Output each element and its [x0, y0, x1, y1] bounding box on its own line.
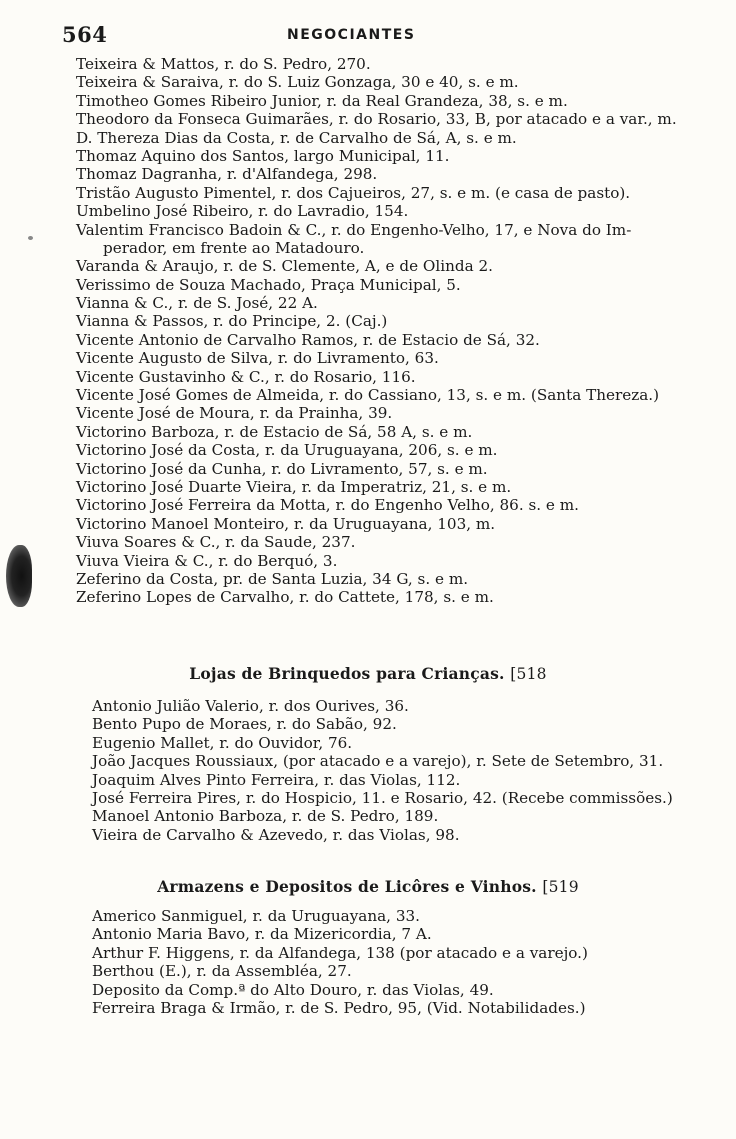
list-item: Victorino José Duarte Vieira, r. da Imperatriz, 21, s. e m. [76, 477, 512, 496]
list-item: Zeferino Lopes de Carvalho, r. do Cattete, 178, s. e m. [76, 588, 494, 607]
list-item: Teixeira & Saraiva, r. do S. Luiz Gonzaga, 30 e 40, s. e m. [76, 73, 519, 92]
list-item: Vicente José Gomes de Almeida, r. do Cassiano, 13, s. e m. (Santa Thereza.) [76, 386, 660, 405]
list-item: Vianna & C., r. de S. José, 22 A. [76, 294, 318, 313]
list-item: Vicente Gustavinho & C., r. do Rosario, 116. [76, 367, 416, 386]
list-item: Deposito da Comp.ª do Alto Douro, r. das Violas, 49. [92, 980, 494, 999]
list-item: Vicente Antonio de Carvalho Ramos, r. de Estacio de Sá, 32. [76, 330, 540, 349]
list-item: Timotheo Gomes Ribeiro Junior, r. da Real Grandeza, 38, s. e m. [76, 91, 568, 110]
running-head: NEGOCIANTES [287, 27, 416, 43]
negociantes-list [0, 55, 736, 607]
list-item: Americo Sanmiguel, r. da Uruguayana, 33. [92, 907, 420, 925]
list-item: Vicente Augusto de Silva, r. do Livramento, 63. [76, 349, 439, 368]
list-item: Victorino Barboza, r. de Estacio de Sá, 58 A, s. e m. [76, 422, 473, 441]
list-item: Antonio Maria Bavo, r. da Mizericordia, 7 A. [92, 925, 432, 944]
list-item: Theodoro da Fonseca Guimarães, r. do Rosario, 33, B, por atacado e a var., m. [76, 110, 677, 129]
section-title-brinquedos [0, 664, 736, 683]
list-item: Valentim Francisco Badoin & C., r. do Engenho-Velho, 17, e Nova do Im- [76, 220, 632, 239]
list-item: D. Thereza Dias da Costa, r. de Carvalho de Sá, A, s. e m. [76, 128, 517, 147]
list-item: Umbelino José Ribeiro, r. do Lavradio, 154. [76, 202, 409, 221]
section-title-licores [0, 877, 736, 896]
list-item: Tristão Augusto Pimentel, r. dos Cajueiros, 27, s. e m. (e casa de pasto). [76, 183, 631, 202]
list-item: Ferreira Braga & Irmão, r. de S. Pedro, 95, (Vid. Notabilidades.) [92, 998, 586, 1017]
list-item: João Jacques Roussiaux, (por atacado e a varejo), r. Sete de Setembro, 31. [92, 752, 664, 771]
list-item: Viuva Soares & C., r. da Saude, 237. [76, 533, 356, 552]
section-number: [518 [510, 665, 547, 683]
list-item: Arthur F. Higgens, r. da Alfandega, 138 (por atacado e a varejo.) [92, 943, 588, 962]
licores-list [0, 907, 736, 1017]
page-number: 564 [62, 22, 108, 47]
list-item: Vianna & Passos, r. do Principe, 2. (Caj.) [76, 312, 388, 331]
list-item: Vieira de Carvalho & Azevedo, r. das Violas, 98. [92, 825, 460, 844]
list-item: Victorino José da Cunha, r. do Livramento, 57, s. e m. [76, 459, 488, 478]
list-item: Viuva Vieira & C., r. do Berquó, 3. [76, 551, 338, 570]
brinquedos-list [0, 697, 736, 844]
list-item: perador, em frente ao Matadouro. [103, 238, 365, 257]
list-item: Thomaz Dagranha, r. d'Alfandega, 298. [76, 165, 378, 184]
page-header [62, 22, 662, 46]
section-number: [519 [542, 878, 579, 896]
list-item: Manoel Antonio Barboza, r. de S. Pedro, 189. [92, 807, 439, 826]
section-title-text: Lojas de Brinquedos para Crianças. [189, 664, 505, 683]
list-item: Victorino José Ferreira da Motta, r. do Engenho Velho, 86. s. e m. [76, 496, 579, 515]
list-item: Verissimo de Souza Machado, Praça Municipal, 5. [76, 275, 461, 294]
list-item: Berthou (E.), r. da Assembléa, 27. [92, 962, 352, 981]
list-item: Zeferino da Costa, pr. de Santa Luzia, 34 G, s. e m. [76, 569, 469, 588]
list-item: Teixeira & Mattos, r. do S. Pedro, 270. [76, 55, 371, 73]
list-item: Victorino Manoel Monteiro, r. da Uruguayana, 103, m. [76, 514, 496, 533]
list-item: Thomaz Aquino dos Santos, largo Municipal, 11. [76, 146, 450, 165]
list-item: Antonio Julião Valerio, r. dos Ourives, 36. [92, 697, 409, 715]
list-item: Victorino José da Costa, r. da Uruguayana, 206, s. e m. [76, 441, 498, 460]
list-item: José Ferreira Pires, r. do Hospicio, 11. e Rosario, 42. (Recebe commissões.) [92, 788, 673, 807]
list-item: Eugenio Mallet, r. do Ouvidor, 76. [92, 733, 353, 752]
section-title-text: Armazens e Depositos de Licôres e Vinhos. [157, 877, 537, 896]
list-item: Joaquim Alves Pinto Ferreira, r. das Violas, 112. [92, 770, 461, 789]
list-item: Bento Pupo de Moraes, r. do Sabão, 92. [92, 715, 397, 734]
list-item: Varanda & Araujo, r. de S. Clemente, A, e de Olinda 2. [76, 257, 493, 276]
list-item: Vicente José de Moura, r. da Prainha, 39. [76, 404, 393, 423]
